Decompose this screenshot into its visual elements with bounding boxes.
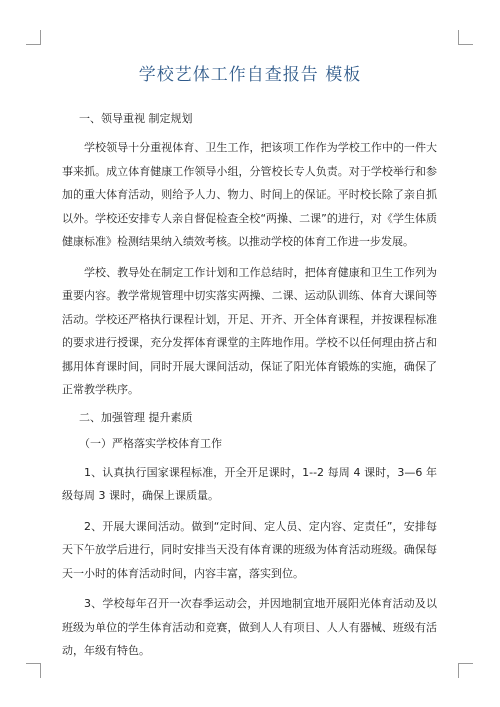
paragraph: 学校领导十分重视体育、卫生工作，把该项工作作为学校工作中的一件大事来抓。成立体育健康工作领导小组，分管校长专人负责。对于学校举行和参加的重大体育活动，则给予人力、物力、时间上的保证。平时校长除了亲自抓以外。学校还安排专人亲自督促检查全校“两操、二课”的进行，对《学生体质健康标准》检测结果纳入绩效考核。以推动学校的体育工作进一步发展。 — [62, 141, 437, 248]
paragraph: 1、认真执行国家课程标准，开全开足课时，1--2 每周 4 课时，3—6 年级每周 3 课时，确保上课质量。 — [62, 465, 437, 502]
section-heading: 一、领导重视 制定规划 — [79, 112, 193, 125]
document-title: 学校艺体工作自查报告 模板 — [138, 65, 362, 85]
paragraph: 2、开展大课间活动。做到“定时间、定人员、定内容、定责任”，安排每天下午放学后进行，同时安排当天没有体育课的班级为体育活动班级。确保每天一小时的体育活动时间，内容丰富，落实到位。 — [62, 519, 437, 580]
document-body — [62, 110, 437, 670]
corner-mark-top-right — [458, 30, 473, 45]
corner-mark-bottom-right — [458, 663, 473, 678]
subsection-heading: （一）严格落实学校体育工作 — [79, 436, 222, 450]
corner-mark-bottom-left — [26, 663, 41, 678]
section-heading: 二、加强管理 提升素质 — [79, 410, 193, 424]
paragraph: 3、学校每年召开一次春季运动会，并因地制宜地开展阳光体育活动及以班级为单位的学生体育活动和竞赛，做到人人有项目、人人有器械、班级有活动，年级有特色。 — [62, 597, 437, 657]
paragraph: 学校、教导处在制定工作计划和工作总结时，把体育健康和卫生工作列为重要内容。教学常规管理中切实落实两操、二课、运动队训练、体育大课间等活动。学校还严格执行课程计划，开足、开齐、开全体育课程，并按课程标准的要求进行授课，充分发挥体育课堂的主阵地作用。学校不以任何理由挤占和挪用体育课时间，同时开展大课间活动，保证了阳光体育锻炼的实施，确保了正常教学秩序。 — [62, 265, 437, 396]
corner-mark-top-left — [26, 30, 41, 45]
